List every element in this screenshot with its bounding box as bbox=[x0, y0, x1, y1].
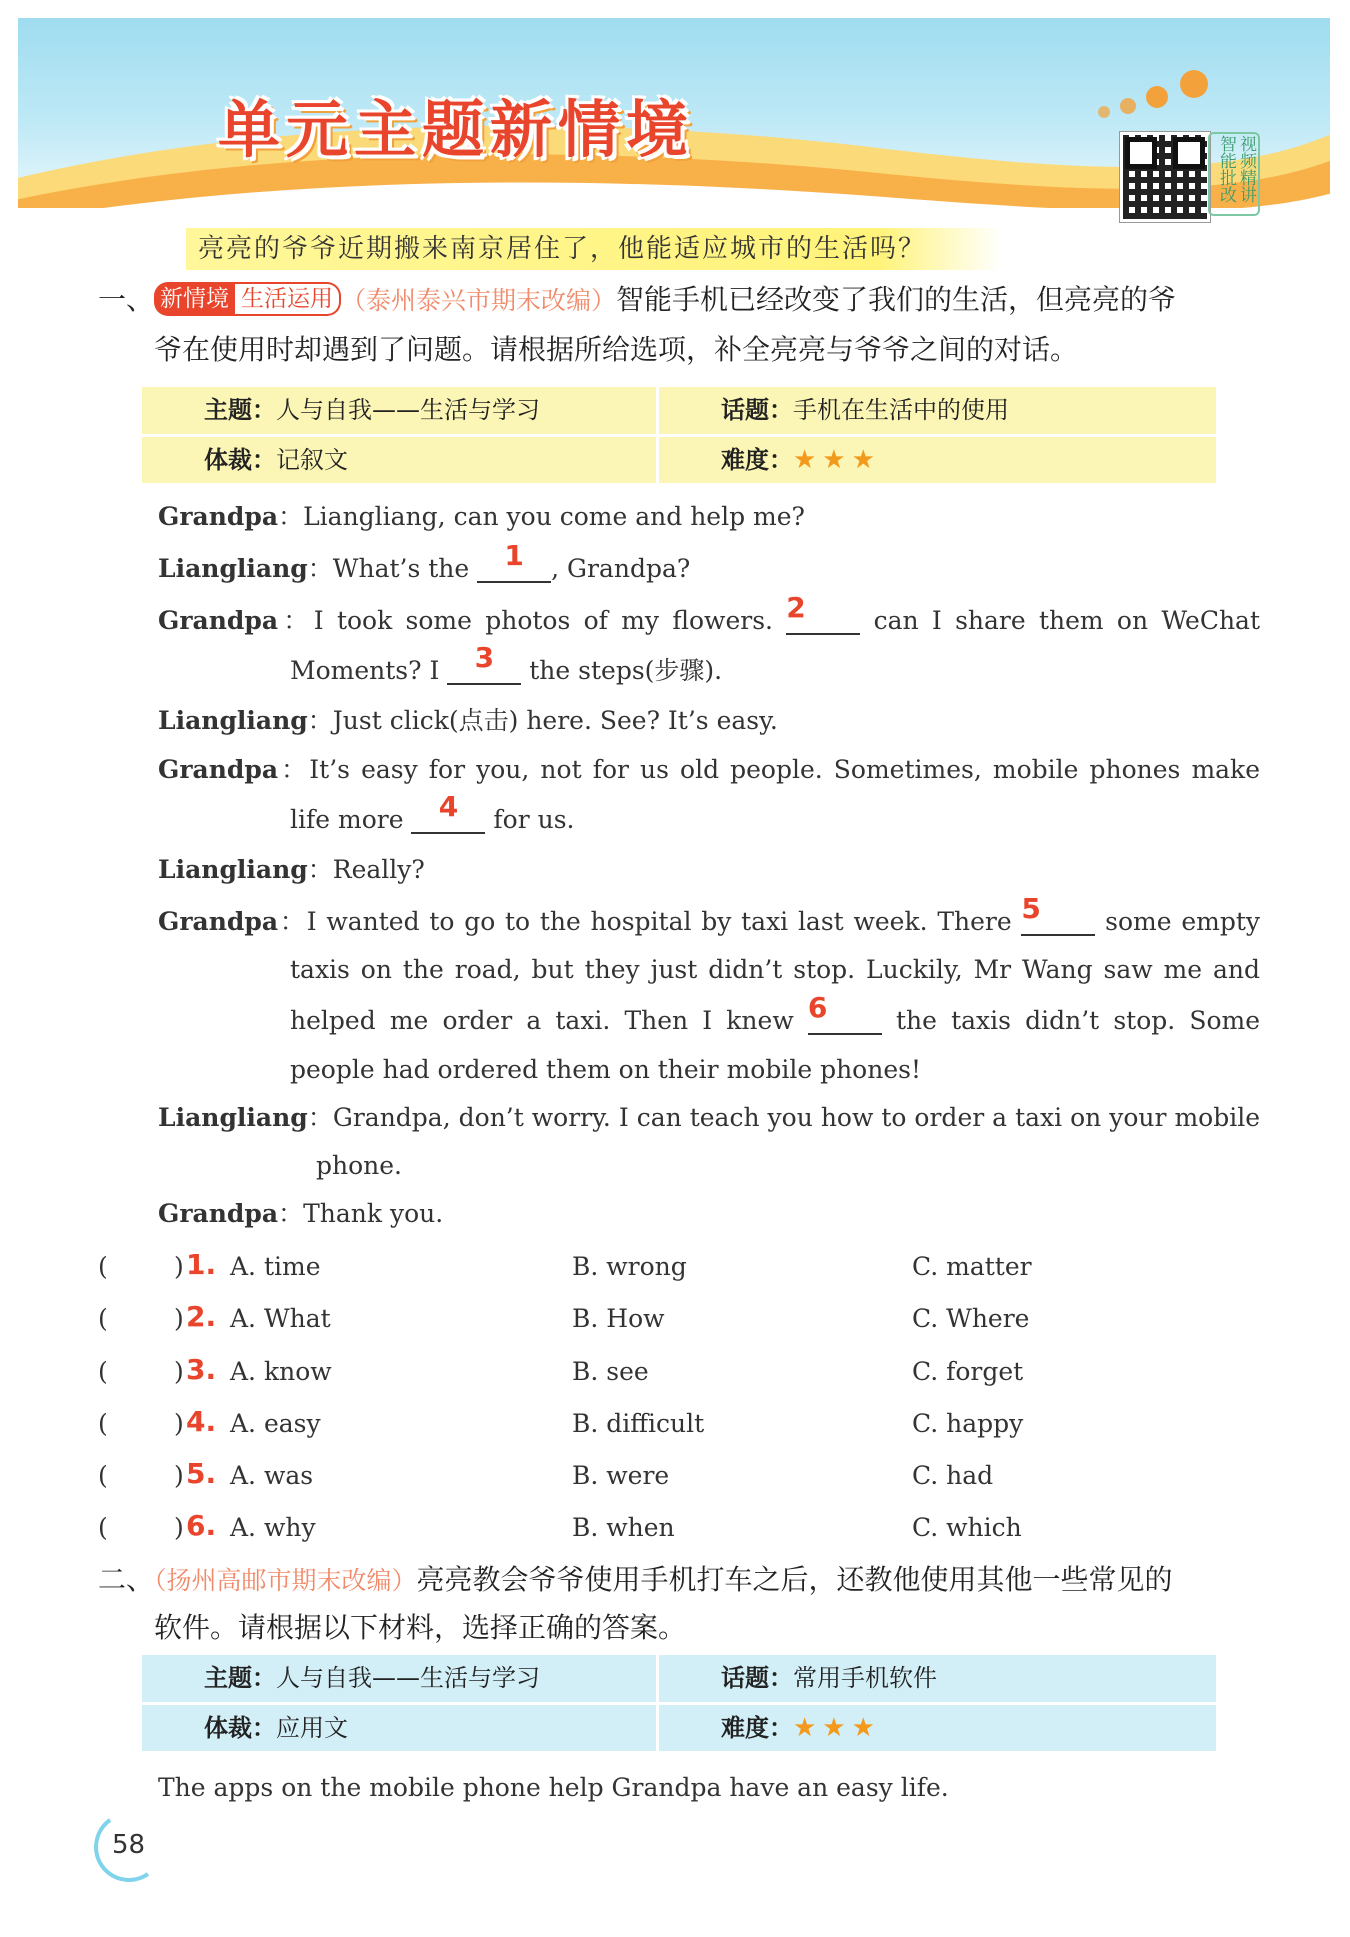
blank-number: 2 bbox=[786, 591, 806, 624]
genre-cell bbox=[142, 1705, 656, 1751]
option-a[interactable]: A. What bbox=[230, 1304, 331, 1333]
genre-cell bbox=[142, 437, 656, 483]
dialogue-text: ：What’s the bbox=[307, 554, 470, 583]
speaker-grandpa: Grandpa bbox=[158, 606, 279, 635]
dialogue-text: ：I wanted to go to the hospital by taxi last week. There bbox=[278, 907, 1012, 936]
option-b[interactable]: B. when bbox=[572, 1513, 675, 1542]
topic-cell bbox=[659, 1655, 1216, 1701]
speaker-grandpa: Grandpa bbox=[158, 755, 279, 784]
dialogue-line-12: people had ordered them on their mobile phones! bbox=[290, 1055, 921, 1084]
passage-intro-line: The apps on the mobile phone help Grandpa have an easy life. bbox=[158, 1773, 949, 1802]
difficulty-stars: ★★★ bbox=[793, 445, 881, 475]
difficulty-stars: ★★★ bbox=[793, 1713, 881, 1743]
section2-instruction-b: 软件。请根据以下材料，选择正确的答案。 bbox=[154, 1611, 687, 1644]
speaker-grandpa: Grandpa bbox=[158, 502, 279, 531]
dialogue-text: ：I took some photos of my flowers. bbox=[278, 606, 773, 635]
dialogue-text: ：Liangliang, can you come and help me? bbox=[278, 502, 805, 531]
life-use-tag: 生活运用 bbox=[235, 282, 341, 316]
dialogue-text: for us. bbox=[493, 805, 575, 834]
option-b[interactable]: B. How bbox=[572, 1304, 665, 1333]
qr-code-label: 视频精讲智能批改 bbox=[1208, 132, 1260, 216]
speaker-liangliang: Liangliang bbox=[158, 1103, 308, 1132]
blank-1[interactable] bbox=[477, 539, 551, 583]
section2-info-table bbox=[142, 1655, 1216, 1751]
blank-number: 6 bbox=[807, 991, 828, 1024]
dialogue-line-5 bbox=[158, 706, 778, 736]
dialogue-text: can I share them on WeChat bbox=[873, 606, 1261, 635]
option-row-3[interactable]: ( ) 3. A. know B. see C. forget bbox=[98, 1353, 1024, 1386]
dialogue-line-8 bbox=[158, 855, 425, 885]
new-context-tag: 新情境 bbox=[154, 282, 235, 316]
section1-source: （泰州泰兴市期末改编） bbox=[341, 286, 617, 315]
speaker-grandpa: Grandpa bbox=[158, 907, 279, 936]
dialogue-text: ：Grandpa, don’t worry. I can teach you how to order a taxi on your mobile bbox=[307, 1103, 1260, 1132]
option-row-6[interactable]: ( ) 6. A. why B. when C. which bbox=[98, 1509, 1022, 1542]
topic-value: 手机在生活中的使用 bbox=[793, 396, 1009, 424]
qr-code-block[interactable] bbox=[1120, 132, 1258, 216]
dialogue-text: Moments? I bbox=[290, 656, 440, 685]
difficulty-label: 难度： bbox=[721, 1714, 793, 1742]
genre-value: 记叙文 bbox=[276, 446, 348, 474]
blank-6[interactable] bbox=[807, 991, 882, 1035]
speaker-grandpa: Grandpa bbox=[158, 1199, 279, 1228]
blank-4[interactable] bbox=[411, 790, 485, 834]
dialogue-text: , Grandpa? bbox=[551, 554, 691, 583]
option-a[interactable]: A. why bbox=[230, 1513, 316, 1542]
dialogue-line-1 bbox=[158, 502, 805, 532]
dialogue-line-4 bbox=[290, 641, 1260, 686]
topic-label: 话题： bbox=[721, 396, 793, 424]
banner-title: 单元主题新情境 bbox=[218, 93, 695, 166]
dialogue-line-9 bbox=[158, 892, 1260, 937]
option-row-4[interactable]: ( ) 4. A. easy B. difficult C. happy bbox=[98, 1405, 1024, 1438]
topic-label: 话题： bbox=[721, 1664, 793, 1692]
blank-5[interactable] bbox=[1021, 892, 1095, 936]
section1-heading bbox=[98, 276, 1268, 325]
section2-heading bbox=[98, 1556, 1268, 1605]
dialogue-line-14: phone. bbox=[316, 1151, 402, 1180]
option-c[interactable]: C. Where bbox=[912, 1304, 1030, 1333]
section1-info-table bbox=[142, 387, 1216, 483]
option-c[interactable]: C. had bbox=[912, 1461, 994, 1490]
genre-value: 应用文 bbox=[276, 1714, 348, 1742]
difficulty-label: 难度： bbox=[721, 446, 793, 474]
dialogue-line-15 bbox=[158, 1199, 443, 1229]
dialogue-line-7 bbox=[290, 790, 1260, 835]
option-row-2[interactable]: ( ) 2. A. What B. How C. Where bbox=[98, 1300, 1030, 1333]
section1-number: 一、 bbox=[98, 283, 155, 316]
option-c[interactable]: C. forget bbox=[912, 1357, 1024, 1386]
theme-value: 人与自我——生活与学习 bbox=[276, 1664, 540, 1692]
option-row-1[interactable]: ( ) 1. A. time B. wrong C. matter bbox=[98, 1248, 1032, 1281]
option-b[interactable]: B. were bbox=[572, 1461, 670, 1490]
option-c[interactable]: C. which bbox=[912, 1513, 1022, 1542]
page-number: 58 bbox=[112, 1830, 146, 1860]
dialogue-line-2 bbox=[158, 539, 691, 584]
dialogue-text: ：It’s easy for you, not for us old people. Sometimes, mobile phones make bbox=[278, 755, 1260, 784]
dialogue-text: the steps(步骤). bbox=[529, 656, 723, 685]
question-number: 5. bbox=[186, 1457, 217, 1490]
dialogue-text: ：Thank you. bbox=[278, 1199, 444, 1228]
difficulty-cell bbox=[659, 1705, 1216, 1751]
speaker-liangliang: Liangliang bbox=[158, 706, 308, 735]
theme-cell bbox=[142, 1655, 656, 1701]
dialogue-line-3 bbox=[158, 591, 1261, 636]
section2-number: 二、 bbox=[98, 1563, 155, 1596]
dialogue-line-6 bbox=[158, 755, 1260, 785]
theme-label: 主题： bbox=[204, 396, 276, 424]
option-a[interactable]: A. was bbox=[230, 1461, 314, 1490]
question-number: 1. bbox=[186, 1248, 217, 1281]
topic-cell bbox=[659, 387, 1216, 433]
dialogue-line-13 bbox=[158, 1103, 1260, 1133]
blank-number: 4 bbox=[438, 790, 459, 823]
question-number: 2. bbox=[186, 1300, 217, 1333]
theme-value: 人与自我——生活与学习 bbox=[276, 396, 540, 424]
option-a[interactable]: A. know bbox=[230, 1357, 332, 1386]
intro-strip: 亮亮的爷爷近期搬来南京居住了，他能适应城市的生活吗？ bbox=[186, 228, 1002, 270]
speaker-liangliang: Liangliang bbox=[158, 855, 308, 884]
option-row-5[interactable]: ( ) 5. A. was B. were C. had bbox=[98, 1457, 994, 1490]
blank-number: 1 bbox=[504, 539, 524, 572]
dialogue-text: ：Really? bbox=[307, 855, 425, 884]
blank-2[interactable] bbox=[786, 591, 860, 635]
theme-label: 主题： bbox=[204, 1664, 276, 1692]
genre-label: 体裁： bbox=[204, 446, 276, 474]
genre-label: 体裁： bbox=[204, 1714, 276, 1742]
option-c[interactable]: C. happy bbox=[912, 1409, 1024, 1438]
difficulty-cell bbox=[659, 437, 1216, 483]
dialogue-text: ：Just click(点击) here. See? It’s easy. bbox=[307, 706, 778, 735]
dialogue-text: life more bbox=[290, 805, 404, 834]
option-b[interactable]: B. see bbox=[572, 1357, 649, 1386]
dialogue-line-10: taxis on the road, but they just didn’t stop. Luckily, Mr Wang saw me and bbox=[290, 955, 1260, 984]
section2-instruction-a: 亮亮教会爷爷使用手机打车之后，还教他使用其他一些常见的 bbox=[416, 1563, 1173, 1596]
option-b[interactable]: B. wrong bbox=[572, 1252, 687, 1281]
blank-number: 5 bbox=[1021, 892, 1041, 925]
section2-source: （扬州高邮市期末改编） bbox=[154, 1566, 417, 1595]
theme-cell bbox=[142, 387, 656, 433]
dialogue-text: the taxis didn’t stop. Some bbox=[896, 1006, 1260, 1035]
dialogue-line-11 bbox=[290, 991, 1260, 1036]
qr-code-icon[interactable] bbox=[1120, 132, 1210, 222]
topic-value: 常用手机软件 bbox=[793, 1664, 937, 1692]
option-b[interactable]: B. difficult bbox=[572, 1409, 705, 1438]
dialogue-text: helped me order a taxi. Then I knew bbox=[290, 1006, 794, 1035]
option-c[interactable]: C. matter bbox=[912, 1252, 1032, 1281]
section1-instruction-b: 爷在使用时却遇到了问题。请根据所给选项，补全亮亮与爷爷之间的对话。 bbox=[154, 333, 1079, 366]
blank-3[interactable] bbox=[447, 641, 521, 685]
section1-instruction-a: 智能手机已经改变了我们的生活，但亮亮的爷 bbox=[616, 283, 1177, 316]
option-a[interactable]: A. time bbox=[230, 1252, 321, 1281]
question-number: 3. bbox=[186, 1353, 217, 1386]
option-a[interactable]: A. easy bbox=[230, 1409, 321, 1438]
question-number: 6. bbox=[186, 1509, 217, 1542]
question-number: 4. bbox=[186, 1405, 217, 1438]
speaker-liangliang: Liangliang bbox=[158, 554, 308, 583]
dialogue-text: some empty bbox=[1105, 907, 1260, 936]
blank-number: 3 bbox=[474, 641, 495, 674]
